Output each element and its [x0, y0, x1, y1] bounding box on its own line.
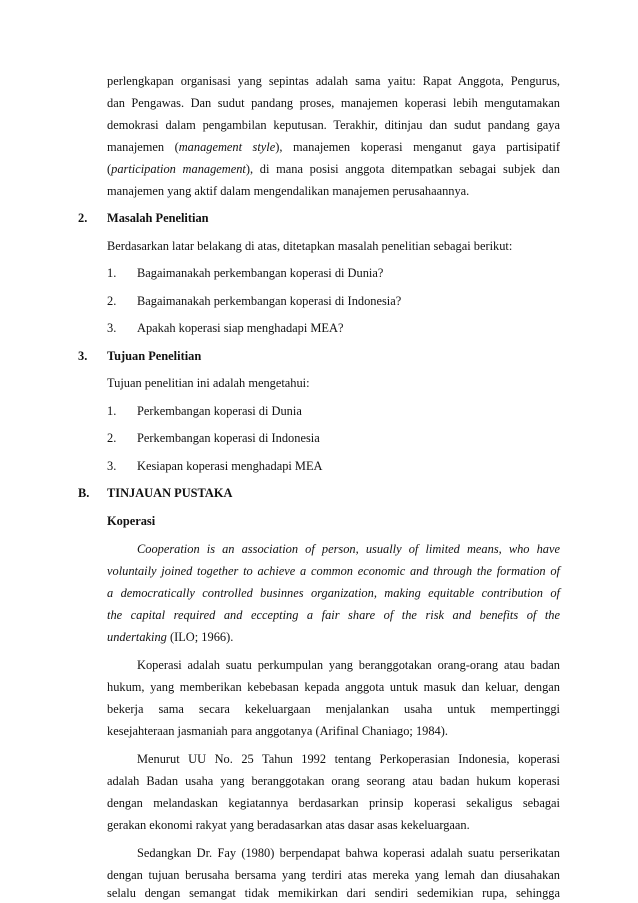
section-2-lead: Berdasarkan latar belakang di atas, ditetapkan masalah penelitian sebagai berikut:: [107, 239, 513, 253]
para-2-line-1: Menurut UU No. 25 Tahun 1992 tentang Perkoperasian Indonesia, koperasi: [137, 752, 560, 766]
para-3-line-2: dengan tujuan berusaha bersama yang terdiri atas mereka yang lemah dan diusahakan: [107, 868, 560, 882]
para-1-line-1: Koperasi adalah suatu perkumpulan yang beranggotakan orang-orang atau badan: [137, 658, 560, 672]
para-1-line-2: hukum, yang memberikan kebebasan kepada anggota untuk masuk dan keluar, dengan: [107, 680, 560, 694]
section-3-item-1: Perkembangan koperasi di Dunia: [137, 404, 302, 418]
intro-line-1: perlengkapan organisasi yang sepintas adalah sama yaitu: Rapat Anggota, Pengurus,: [107, 74, 560, 88]
section-3-item-3-number: 3.: [107, 459, 117, 473]
section-2-item-1-number: 1.: [107, 266, 117, 280]
para-2-line-4: gerakan ekonomi rakyat yang beradasarkan atas dasar asas kekeluargaan.: [107, 818, 470, 832]
section-2-item-2-number: 2.: [107, 294, 117, 308]
section-3-item-3: Kesiapan koperasi menghadapi MEA: [137, 459, 323, 473]
para-1-line-4: kesejahteraan jasmaniah para anggotanya (Arifinal Chaniago; 1984).: [107, 724, 448, 738]
para-3-line-1: Sedangkan Dr. Fay (1980) berpendapat bahwa koperasi adalah suatu perserikatan: [137, 846, 560, 860]
section-2-item-1: Bagaimanakah perkembangan koperasi di Dunia?: [137, 266, 384, 280]
section-3-heading: Tujuan Penelitian: [107, 349, 202, 363]
quote-line-4: the capital required and eccepting a fair share of the risk and benefits of the: [107, 608, 560, 622]
intro-line-3: demokrasi dalam pengambilan keputusan. Terakhir, ditinjau dan sudut pandang gaya: [107, 118, 560, 132]
section-3-item-2-number: 2.: [107, 431, 117, 445]
section-2-item-3-number: 3.: [107, 321, 117, 335]
para-1-line-3: bekerja sama secara kekeluargaan menjalankan usaha untuk mempertinggi: [107, 702, 560, 716]
section-2-heading: Masalah Penelitian: [107, 211, 209, 225]
section-b-heading: TINJAUAN PUSTAKA: [107, 486, 233, 500]
para-3-line-3: selalu dengan semangat tidak memikirkan dari sendiri sedemikian rupa, sehingga: [107, 886, 560, 900]
quote-line-5: [107, 629, 233, 645]
intro-line-4-c: ), manajemen koperasi menganut gaya partisipatif: [275, 140, 560, 154]
section-3-lead: Tujuan penelitian ini adalah mengetahui:: [107, 376, 310, 390]
quote-line-2: voluntaily joined together to achieve a common economic and through the formation of: [107, 564, 560, 578]
section-3-number: 3.: [78, 349, 88, 363]
section-2-number: 2.: [78, 211, 88, 225]
intro-line-6: manajemen yang aktif dalam mengendalikan manajemen perusahaannya.: [107, 184, 470, 198]
para-2-line-2: adalah Badan usaha yang beranggotakan orang seorang atau badan hukum koperasi: [107, 774, 560, 788]
intro-line-5-a: (: [107, 162, 112, 176]
quote-citation: (ILO; 1966).: [166, 630, 234, 644]
quote-line-3: a democratically controlled businnes organization, making equitable contribution of: [107, 586, 560, 600]
intro-line-5: [107, 161, 560, 177]
section-b-number: B.: [78, 486, 90, 500]
section-b-subheading: Koperasi: [107, 514, 156, 528]
quote-line-1: Cooperation is an association of person, usually of limited means, who have: [137, 542, 560, 556]
intro-line-4-a: manajemen (: [107, 140, 179, 154]
section-3-item-2: Perkembangan koperasi di Indonesia: [137, 431, 320, 445]
intro-line-5-c: ), di mana posisi anggota ditempatkan sebagai subjek dan: [245, 162, 560, 176]
section-2-item-3: Apakah koperasi siap menghadapi MEA?: [137, 321, 344, 335]
intro-line-2: dan Pengawas. Dan sudut pandang proses, manajemen koperasi lebih mengutamakan: [107, 96, 560, 110]
section-2-item-2: Bagaimanakah perkembangan koperasi di Indonesia?: [137, 294, 402, 308]
para-2-line-3: dengan melandaskan kegiatannya berdasarkan prinsip koperasi sekaligus sebagai: [107, 796, 560, 810]
intro-term-management-style: management style: [178, 140, 276, 154]
intro-line-4: [107, 139, 560, 155]
intro-term-participation-management: participation management: [111, 162, 246, 176]
section-3-item-1-number: 1.: [107, 404, 117, 418]
quote-undertaking: undertaking: [107, 630, 167, 644]
